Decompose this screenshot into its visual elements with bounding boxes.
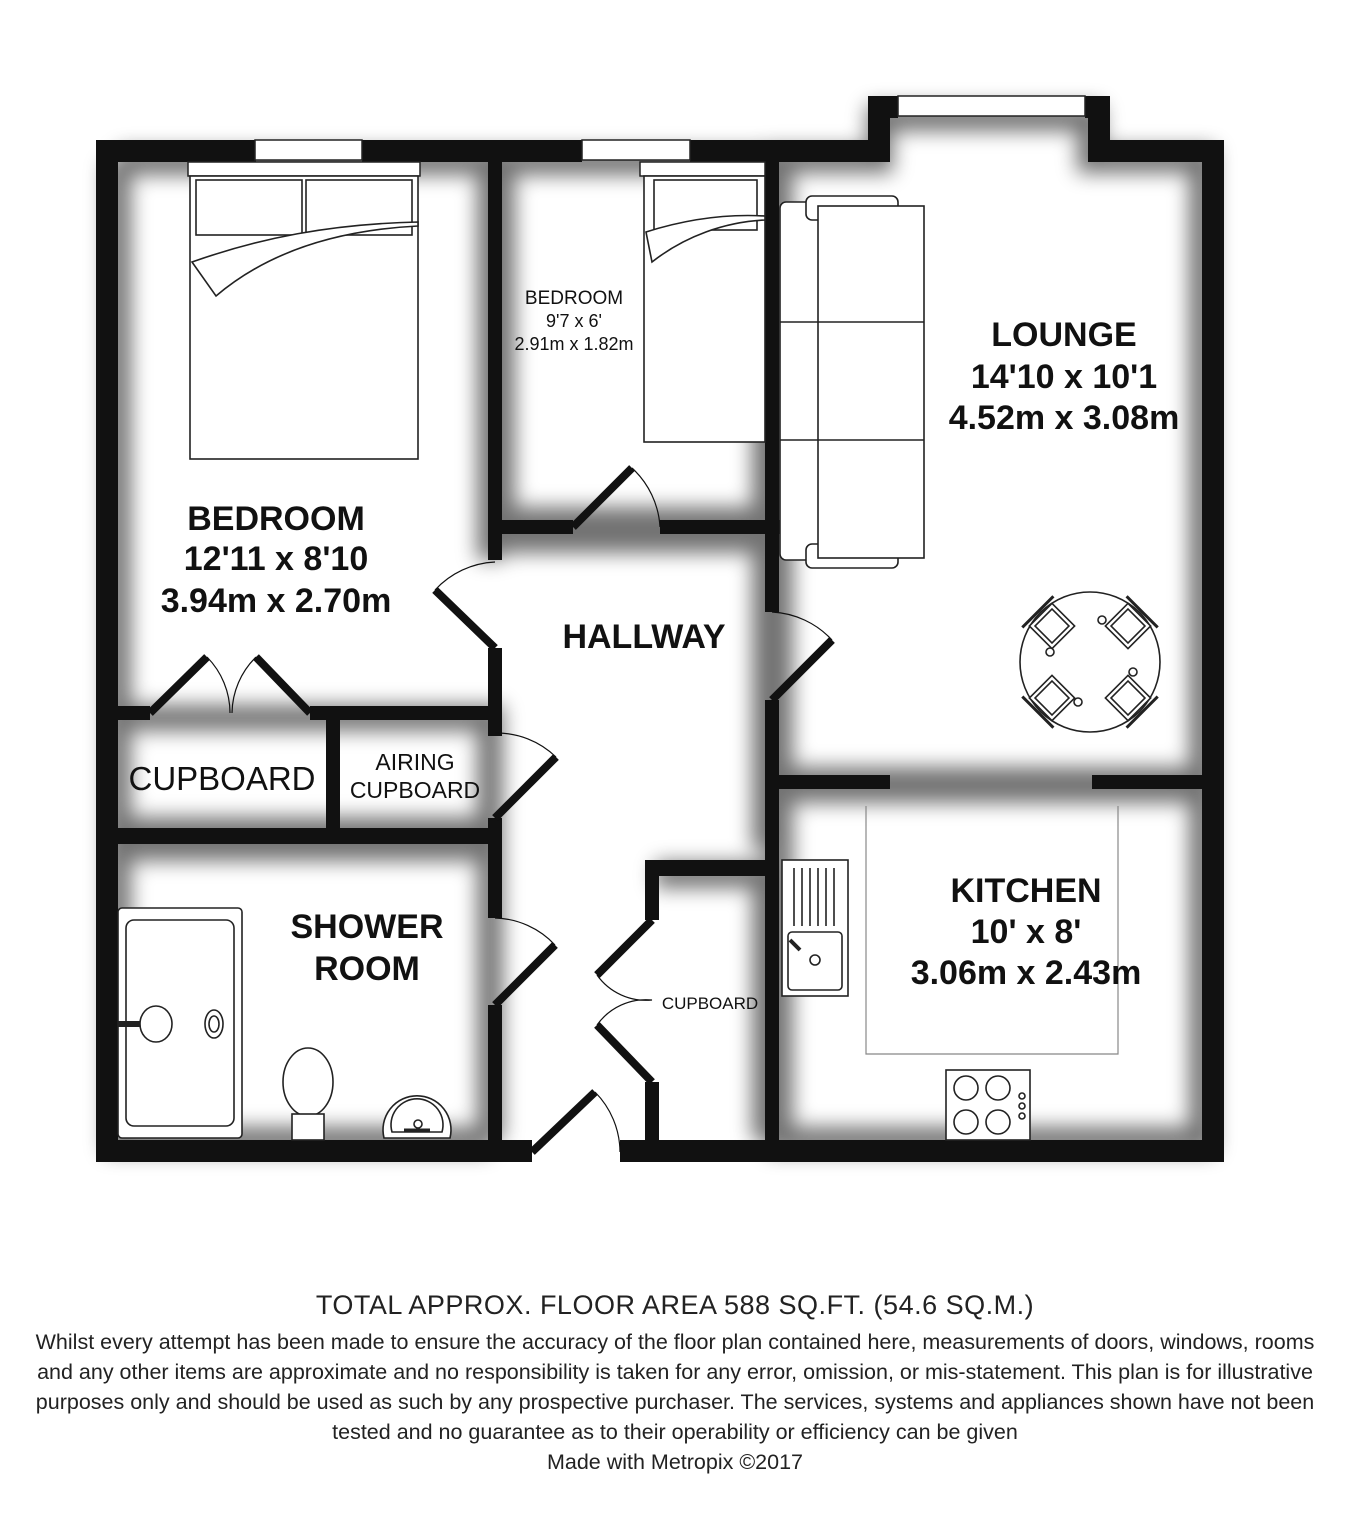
door-shower (495, 945, 555, 1005)
wall-small-bedroom-bottom-r (660, 520, 780, 534)
label-hall-cupboard: CUPBOARD (661, 994, 759, 1013)
wall-shower-right-low (488, 1005, 502, 1145)
wall-hall-cupboard-top (645, 860, 775, 876)
door-hall-cupboard-top (597, 920, 652, 975)
wall-left (96, 140, 118, 1162)
wall-top-small-bedroom (690, 140, 880, 162)
wall-kitchen-top-r (1092, 775, 1212, 789)
window-small-bedroom (582, 140, 690, 160)
wall-cupboard-top-l (110, 706, 150, 720)
wall-right (1202, 140, 1224, 1162)
label-airing-line2: CUPBOARD (349, 777, 481, 803)
label-bedroom-main-imperial: 12'11 x 8'10 (183, 540, 369, 578)
wall-top-bedroom (96, 140, 256, 162)
door-cupboard-left (150, 657, 207, 713)
wall-hall-cupboard-left-low (645, 1082, 659, 1147)
door-hall-cupboard-bottom (597, 1025, 652, 1082)
sofa-icon (780, 196, 924, 568)
hob-icon (946, 1070, 1030, 1140)
wall-kitchen-top-l (775, 775, 890, 789)
label-lounge-imperial: 14'10 x 10'1 (970, 358, 1158, 396)
label-kitchen-metric: 3.06m x 2.43m (910, 954, 1142, 992)
sink-icon (782, 860, 848, 996)
door-arc-entrance (595, 1092, 620, 1152)
wall-cupboard-divider (326, 706, 340, 836)
footer (0, 1290, 1350, 1477)
wall-bottom-right (620, 1140, 1224, 1162)
shower-tray-icon (118, 908, 242, 1138)
window-lounge (898, 96, 1085, 116)
door-airing (495, 757, 556, 818)
wall-cupboard-bottom (110, 828, 502, 844)
label-hallway: HALLWAY (562, 618, 726, 656)
label-bedroom-small-name: BEDROOM (524, 288, 624, 309)
door-arc-hall-cupboard (597, 975, 652, 1025)
wall-lounge-divider (765, 158, 779, 612)
label-kitchen-imperial: 10' x 8' (970, 913, 1082, 951)
label-airing-line1: AIRING (375, 749, 455, 775)
wall-airing-right (488, 706, 502, 736)
wall-lounge-divider-low (765, 700, 779, 1152)
wall-bedroom-divider (488, 158, 502, 560)
door-arc-bedroom (435, 562, 495, 590)
door-cupboard-right (256, 657, 310, 713)
label-lounge-name: LOUNGE (991, 316, 1137, 354)
toilet-icon (283, 1048, 333, 1140)
door-arc-airing (495, 733, 556, 757)
label-shower-line1: SHOWER (290, 908, 444, 946)
disclaimer-text: Whilst every attempt has been made to ensure the accuracy of the floor plan contained here, measurements of doors, windows, rooms and any other items are approximate and no responsibility is taken for any error, omission, or mis-statement. This plan is for illustrative purposes only and should be used as such by any prospective purchaser. The services, systems and appliances shown have not been tested and no guarantee as to their operability or efficiency can be given (35, 1330, 1315, 1444)
window-sill-bedroom (188, 162, 420, 176)
label-cupboard: CUPBOARD (128, 760, 316, 797)
label-bedroom-main-name: BEDROOM (187, 500, 365, 538)
label-shower-line2: ROOM (314, 950, 420, 988)
total-floor-area: TOTAL APPROX. FLOOR AREA 588 SQ.FT. (54.6 SQ.M.) (315, 1290, 1035, 1320)
wall-bottom-left (96, 1140, 532, 1162)
wall-lounge-bay-top-l (868, 96, 898, 118)
door-bedroom (435, 590, 495, 648)
dining-table-icon (1020, 592, 1160, 732)
door-arc-cupboard-left (207, 657, 230, 713)
door-arc-cupboard-right (232, 657, 256, 713)
wall-hall-cupboard-left-top (645, 860, 659, 920)
double-bed-icon (190, 176, 418, 459)
window-bedroom (255, 140, 362, 160)
door-arc-shower (495, 918, 555, 945)
label-kitchen-name: KITCHEN (950, 872, 1102, 910)
credit-text: Made with Metropix ©2017 (546, 1450, 804, 1474)
single-bed-icon (644, 176, 765, 442)
label-bedroom-main-metric: 3.94m x 2.70m (160, 582, 392, 620)
label-bedroom-small-metric: 2.91m x 1.82m (514, 334, 634, 354)
wall-small-bedroom-bottom-l (488, 520, 573, 534)
wash-basin-icon (383, 1096, 451, 1138)
label-bedroom-small-imperial: 9'7 x 6' (546, 311, 602, 331)
door-entrance (532, 1092, 595, 1152)
wall-top-bedroom-2 (362, 140, 582, 162)
label-lounge-metric: 4.52m x 3.08m (948, 399, 1180, 437)
window-sill-small (640, 162, 765, 176)
